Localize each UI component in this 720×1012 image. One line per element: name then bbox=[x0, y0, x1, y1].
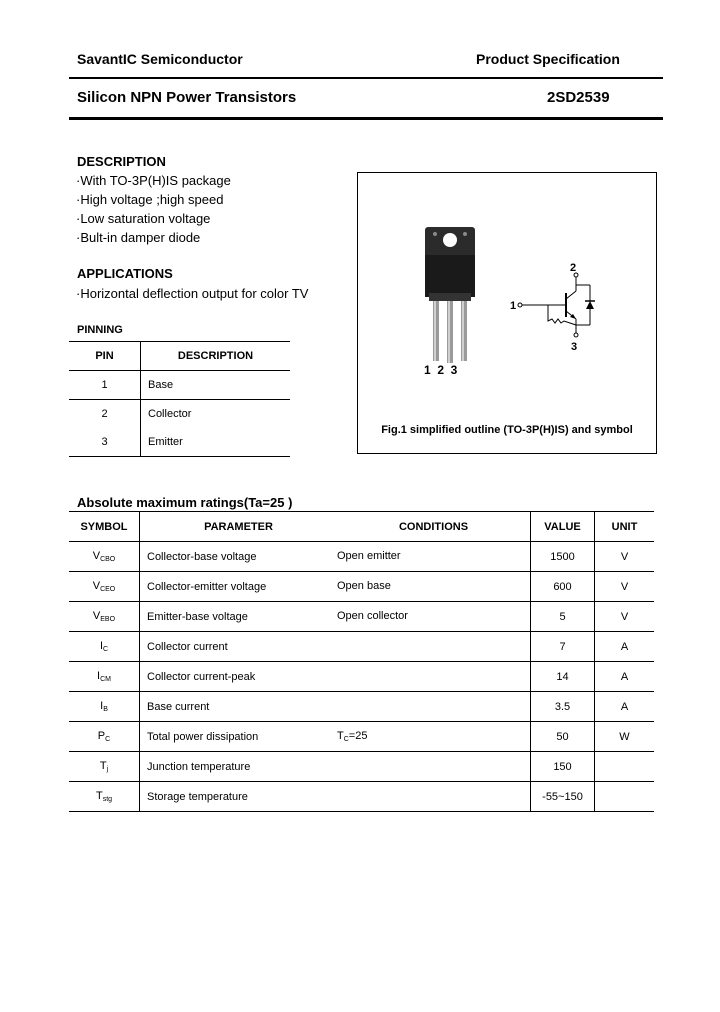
table-row bbox=[69, 692, 654, 722]
unit-cell: A bbox=[595, 692, 655, 722]
conditions-cell bbox=[337, 752, 531, 782]
table-row bbox=[69, 400, 290, 429]
symbol-cell bbox=[69, 662, 140, 692]
table-row bbox=[69, 371, 290, 400]
parameter-cell: Collector-emitter voltage bbox=[140, 572, 338, 602]
table-header-cell: VALUE bbox=[531, 512, 595, 542]
symbol-subscript: CBO bbox=[100, 556, 116, 563]
applications-title: APPLICATIONS bbox=[77, 266, 173, 281]
conditions-cell bbox=[337, 692, 531, 722]
parameter-cell: Junction temperature bbox=[140, 752, 338, 782]
symbol-letter: I bbox=[100, 700, 104, 712]
table-row bbox=[69, 662, 654, 692]
symbol-subscript: j bbox=[106, 766, 109, 773]
transistor-symbol bbox=[508, 263, 618, 353]
unit-cell: A bbox=[595, 662, 655, 692]
table-header-cell: PARAMETER bbox=[140, 512, 338, 542]
table-row bbox=[69, 722, 654, 752]
symbol-letter: I bbox=[97, 670, 101, 682]
pin-number: 1 bbox=[69, 371, 141, 400]
value-cell: 150 bbox=[531, 752, 595, 782]
table-row bbox=[69, 752, 654, 782]
header-rule-top bbox=[69, 77, 663, 79]
parameter-cell: Base current bbox=[140, 692, 338, 722]
symbol-cell bbox=[69, 782, 140, 812]
value-cell: 5 bbox=[531, 602, 595, 632]
unit-cell: V bbox=[595, 542, 655, 572]
applications-item: ·Horizontal deflection output for color TV bbox=[76, 286, 309, 301]
conditions-cell bbox=[337, 602, 531, 632]
unit-cell: V bbox=[595, 602, 655, 632]
product-line: Silicon NPN Power Transistors bbox=[77, 89, 297, 106]
symbol-cell bbox=[69, 572, 140, 602]
conditions-cell bbox=[337, 722, 531, 752]
parameter-cell: Collector current-peak bbox=[140, 662, 338, 692]
value-cell: 50 bbox=[531, 722, 595, 752]
pin-description: Base bbox=[148, 379, 174, 391]
ratings-title: Absolute maximum ratings(Ta=25 ) bbox=[77, 495, 293, 510]
unit-cell: W bbox=[595, 722, 655, 752]
condition-tail: =25 bbox=[348, 730, 368, 742]
unit-cell bbox=[595, 782, 655, 812]
symbol-letter: V bbox=[92, 580, 101, 592]
symbol-cell bbox=[69, 542, 140, 572]
symbol-subscript: C bbox=[103, 646, 109, 653]
description-item: ·Low saturation voltage bbox=[76, 211, 211, 226]
description-title: DESCRIPTION bbox=[77, 154, 166, 169]
value-cell: 1500 bbox=[531, 542, 595, 572]
table-header-cell: UNIT bbox=[595, 512, 655, 542]
symbol-subscript: B bbox=[103, 706, 108, 713]
table-header-cell: PIN bbox=[69, 342, 141, 371]
figure-caption: Fig.1 simplified outline (TO-3P(H)IS) and symbol bbox=[381, 424, 633, 436]
symbol-subscript: C bbox=[105, 736, 111, 743]
symbol-letter: T bbox=[99, 760, 107, 772]
table-header-cell: DESCRIPTION bbox=[141, 342, 291, 371]
symbol-pin-3-label: 3 bbox=[571, 341, 578, 353]
table-header-row bbox=[69, 342, 290, 371]
pinning-title: PINNING bbox=[77, 324, 123, 336]
condition-text: T bbox=[337, 730, 344, 742]
description-item: ·With TO-3P(H)IS package bbox=[76, 173, 231, 188]
symbol-subscript: CEO bbox=[100, 586, 116, 593]
value-cell: 14 bbox=[531, 662, 595, 692]
symbol-cell bbox=[69, 722, 140, 752]
value-cell: -55~150 bbox=[531, 782, 595, 812]
pin-number: 2 bbox=[69, 400, 141, 429]
symbol-pin-1-label: 1 bbox=[510, 300, 517, 312]
symbol-cell bbox=[69, 752, 140, 782]
unit-cell: V bbox=[595, 572, 655, 602]
pin-description: Emitter bbox=[141, 428, 291, 457]
package-pin-labels: 1 2 3 bbox=[424, 363, 458, 377]
parameter-cell: Collector-base voltage bbox=[140, 542, 338, 572]
symbol-subscript: EBO bbox=[100, 616, 116, 623]
table-row bbox=[69, 602, 654, 632]
symbol-cell bbox=[69, 602, 140, 632]
parameter-cell: Collector current bbox=[140, 632, 338, 662]
table-row bbox=[69, 782, 654, 812]
value-cell: 600 bbox=[531, 572, 595, 602]
parameter-cell: Total power dissipation bbox=[140, 722, 338, 752]
table-header-cell: CONDITIONS bbox=[337, 512, 531, 542]
condition-text: Open emitter bbox=[337, 550, 401, 562]
parameter-cell: Emitter-base voltage bbox=[140, 602, 338, 632]
symbol-cell bbox=[69, 692, 140, 722]
pin-description: Collector bbox=[141, 400, 291, 429]
condition-subscript: C bbox=[343, 736, 349, 743]
conditions-cell bbox=[337, 782, 531, 812]
value-cell: 3.5 bbox=[531, 692, 595, 722]
part-number: 2SD2539 bbox=[547, 89, 610, 106]
pinning-table bbox=[69, 341, 290, 457]
symbol-subscript: stg bbox=[102, 796, 113, 803]
header-rule-bottom bbox=[69, 117, 663, 120]
unit-cell bbox=[595, 752, 655, 782]
conditions-cell bbox=[337, 662, 531, 692]
symbol-subscript: CM bbox=[100, 676, 111, 683]
pin-number: 3 bbox=[69, 428, 141, 457]
parameter-cell: Storage temperature bbox=[140, 782, 338, 812]
description-item: ·Bult-in damper diode bbox=[76, 230, 201, 245]
table-row bbox=[69, 542, 654, 572]
condition-text: Open base bbox=[337, 580, 391, 592]
symbol-cell bbox=[69, 632, 140, 662]
symbol-letter: T bbox=[95, 790, 103, 802]
conditions-cell bbox=[337, 632, 531, 662]
conditions-cell bbox=[337, 542, 531, 572]
table-row bbox=[69, 632, 654, 662]
condition-text: Open collector bbox=[337, 610, 408, 622]
figure-box bbox=[357, 172, 657, 454]
unit-cell: A bbox=[595, 632, 655, 662]
value-cell: 7 bbox=[531, 632, 595, 662]
symbol-letter: I bbox=[99, 640, 103, 652]
ratings-table bbox=[69, 511, 654, 812]
table-row bbox=[69, 572, 654, 602]
symbol-pin-2-label: 2 bbox=[570, 262, 577, 274]
symbol-letter: V bbox=[92, 550, 101, 562]
document-type: Product Specification bbox=[476, 51, 620, 67]
conditions-cell bbox=[337, 572, 531, 602]
table-header-cell: SYMBOL bbox=[69, 512, 140, 542]
company-name: SavantIC Semiconductor bbox=[77, 51, 243, 67]
description-list bbox=[76, 171, 231, 247]
symbol-letter: P bbox=[97, 730, 106, 742]
symbol-letter: V bbox=[92, 610, 101, 622]
table-header-row bbox=[69, 512, 654, 542]
description-item: ·High voltage ;high speed bbox=[76, 192, 224, 207]
table-row bbox=[69, 428, 290, 457]
